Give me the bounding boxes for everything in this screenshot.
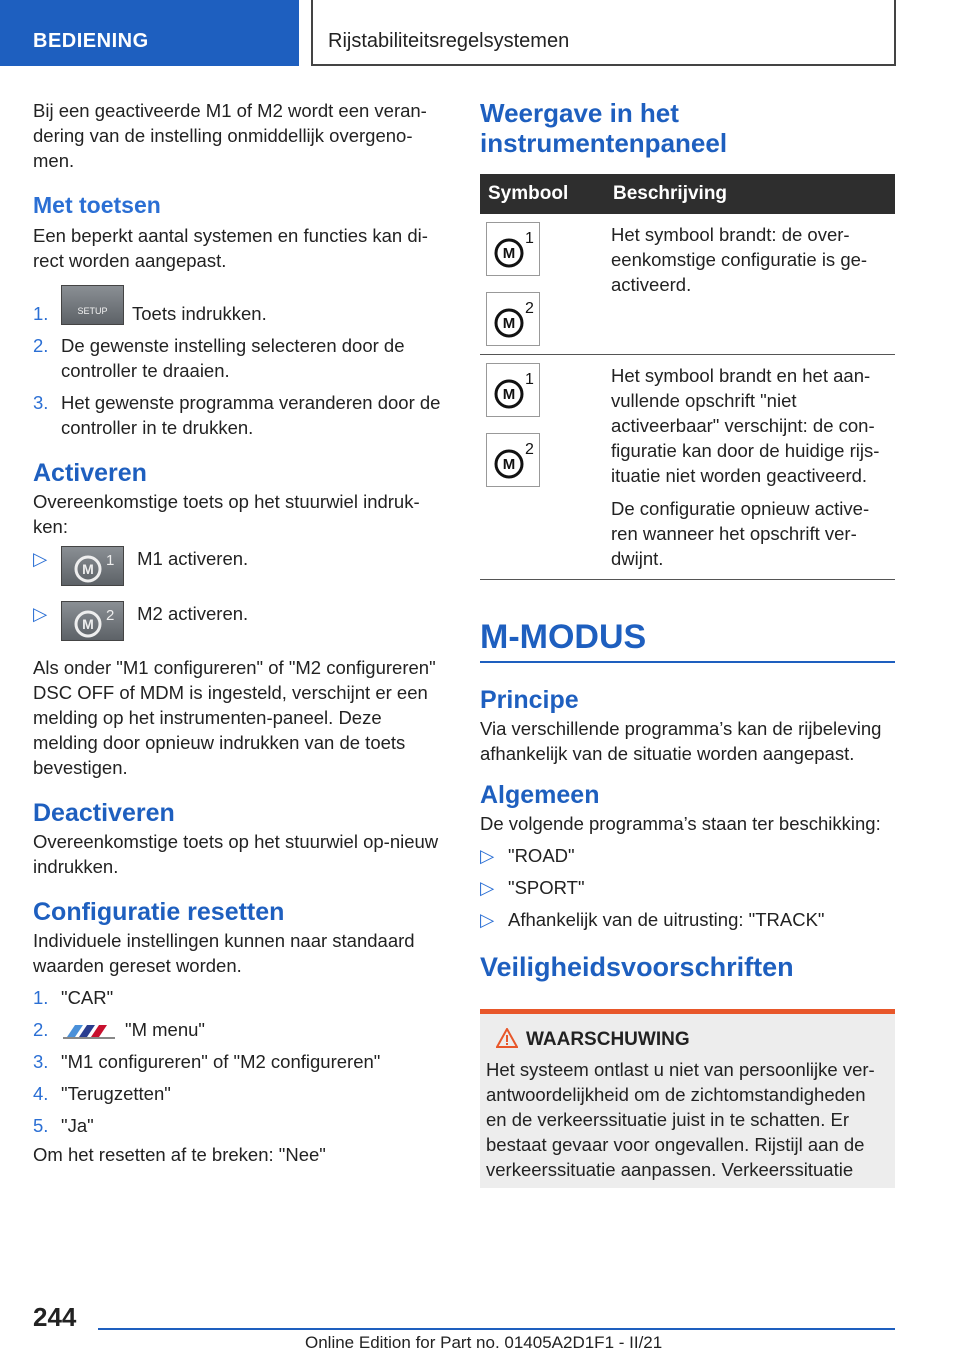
symbol-cell	[480, 214, 605, 355]
deactiveren-heading: Deactiveren	[33, 799, 175, 827]
algemeen-heading: Algemeen	[480, 781, 600, 809]
svg-text:2: 2	[525, 300, 534, 317]
step-number: 2.	[33, 1019, 49, 1040]
m1-symbol-icon	[486, 363, 540, 417]
step-text: "CAR"	[61, 987, 114, 1008]
step-number: 1.	[33, 303, 49, 324]
step-item	[33, 390, 443, 440]
principe-heading: Principe	[480, 686, 579, 714]
step-number: 5.	[33, 1115, 49, 1136]
symbol-table	[480, 174, 895, 580]
triangle-bullet-icon: ▷	[480, 877, 495, 898]
step-item	[33, 1049, 443, 1074]
svg-text:2: 2	[525, 441, 534, 458]
table-header-symbool: Symbool	[480, 174, 605, 214]
step-text: "M1 configureren" of "M2 configureren"	[61, 1051, 381, 1072]
m-stripes-icon	[61, 1021, 117, 1041]
weergave-heading: Weergave in het instrumentenpaneel	[480, 98, 728, 158]
step-text: "Ja"	[61, 1115, 94, 1136]
svg-text:1: 1	[106, 552, 115, 569]
page-number: 244	[33, 1302, 77, 1332]
svg-text:M: M	[502, 245, 516, 262]
edition-text: Online Edition for Part no. 01405A2D1F1 - II/21	[305, 1333, 663, 1352]
veiligheid-heading: Veiligheidsvoorschriften	[480, 952, 794, 982]
list-item	[480, 907, 895, 932]
description-text: Het symbool brandt: de over-eenkomstige configuratie is ge-activeerd.	[611, 224, 868, 295]
program-list	[480, 843, 895, 932]
activeren-heading: Activeren	[33, 459, 147, 487]
met-toetsen-heading: Met toetsen	[33, 192, 161, 218]
list-item	[33, 601, 443, 649]
activeren-text: Overeenkomstige toets op het stuurwiel indruk-ken:	[33, 491, 420, 537]
step-item	[33, 1017, 443, 1042]
section-tab	[0, 0, 299, 66]
step-number: 3.	[33, 1051, 49, 1072]
step-number: 4.	[33, 1083, 49, 1104]
step-text: "Terugzetten"	[61, 1083, 171, 1104]
step-item	[33, 333, 443, 383]
list-item-text: M2 activeren.	[137, 603, 249, 624]
m1-symbol-icon	[486, 222, 540, 276]
algemeen-text: De volgende programma’s staan ter beschikking:	[480, 813, 881, 834]
list-item-text: "ROAD"	[508, 845, 575, 866]
step-item	[33, 1113, 443, 1138]
list-item-text: "SPORT"	[508, 877, 585, 898]
m1-button-icon	[61, 546, 124, 586]
left-column	[33, 98, 443, 1167]
list-item-text: Afhankelijk van de uitrusting: "TRACK"	[508, 909, 825, 930]
setup-button-icon: SETUP	[61, 285, 124, 325]
m2-symbol-icon	[486, 433, 540, 487]
activeren-note: Als onder "M1 configureren" of "M2 configureren" DSC OFF of MDM is ingesteld, verschijnt er een melding op het instrumenten-paneel. Deze melding door opnieuw indrukken van de toets bevestigen.	[33, 657, 436, 778]
step-text: Toets indrukken.	[132, 303, 267, 324]
svg-text:M: M	[502, 386, 516, 403]
svg-text:M: M	[82, 561, 94, 577]
step-item	[33, 985, 443, 1010]
step-item	[33, 287, 443, 326]
activeren-list	[33, 546, 443, 649]
table-header-row	[480, 174, 895, 214]
triangle-bullet-icon: ▷	[33, 548, 48, 569]
footer-divider	[98, 1328, 895, 1330]
step-text: "M menu"	[125, 1019, 205, 1040]
list-item	[33, 546, 443, 594]
configuratie-cancel: Om het resetten af te breken: "Nee"	[33, 1144, 326, 1165]
svg-text:2: 2	[106, 607, 115, 624]
svg-text:1: 1	[525, 371, 534, 388]
warning-header	[486, 1028, 889, 1051]
triangle-bullet-icon: ▷	[480, 845, 495, 866]
chapter-tab	[311, 0, 896, 66]
chapter-title: Rijstabiliteitsregelsystemen	[328, 30, 570, 52]
principe-text: Via verschillende programma’s kan de rijbeleving afhankelijk van de situatie worden aangepast.	[480, 718, 882, 764]
configuratie-steps	[33, 985, 443, 1138]
met-toetsen-text: Een beperkt aantal systemen en functies kan di-rect worden aangepast.	[33, 225, 428, 271]
triangle-bullet-icon: ▷	[33, 603, 48, 624]
m-modus-heading: M-MODUS	[480, 618, 895, 663]
step-number: 1.	[33, 987, 49, 1008]
section-title: BEDIENING	[33, 30, 149, 52]
svg-text:M: M	[82, 616, 94, 632]
step-text: De gewenste instelling selecteren door de controller te draaien.	[61, 335, 405, 381]
triangle-bullet-icon: ▷	[480, 909, 495, 930]
step-number: 3.	[33, 392, 49, 413]
list-item	[480, 843, 895, 868]
intro-paragraph: Bij een geactiveerde M1 of M2 wordt een veran-dering van de instelling onmiddellijk overgeno-men.	[33, 100, 427, 171]
description-cell	[605, 214, 895, 355]
met-toetsen-steps	[33, 287, 443, 440]
warning-triangle-icon	[496, 1028, 518, 1048]
m2-symbol-icon	[486, 292, 540, 346]
configuratie-text: Individuele instellingen kunnen naar standaard waarden gereset worden.	[33, 930, 415, 976]
svg-text:M: M	[502, 315, 516, 332]
warning-text: Het systeem ontlast u niet van persoonlijke ver-antwoordelijkheid om de zichtomstandigheden en de verkeerssituatie juist in te schatten. Er bestaat gevaar voor ongevallen. Rijstijl aan de verkeerssituatie aanpassen. Verkeerssituatie	[486, 1059, 875, 1180]
description-text: Het symbool brandt en het aan-vullende opschrift "niet activeerbaar" verschijnt: de con-figuratie kan door de huidige rijs-ituatie niet worden geactiveerd.	[611, 365, 880, 486]
description-text: De configuratie opnieuw active-ren wanneer het opschrift ver-dwijnt.	[611, 498, 870, 569]
description-cell	[605, 355, 895, 580]
warning-title: WAARSCHUWING	[526, 1029, 690, 1050]
warning-box	[480, 1009, 895, 1188]
svg-text:M: M	[502, 456, 516, 473]
list-item	[480, 875, 895, 900]
deactiveren-text: Overeenkomstige toets op het stuurwiel op-nieuw indrukken.	[33, 831, 439, 877]
table-row	[480, 214, 895, 355]
list-item-text: M1 activeren.	[137, 548, 249, 569]
m2-button-icon	[61, 601, 124, 641]
table-row	[480, 355, 895, 580]
right-column	[480, 98, 895, 1188]
step-number: 2.	[33, 335, 49, 356]
step-item	[33, 1081, 443, 1106]
table-header-beschrijving: Beschrijving	[605, 174, 895, 214]
step-text: Het gewenste programma veranderen door de controller in te drukken.	[61, 392, 441, 438]
svg-text:1: 1	[525, 230, 534, 247]
configuratie-heading: Configuratie resetten	[33, 898, 285, 926]
symbol-cell	[480, 355, 605, 580]
